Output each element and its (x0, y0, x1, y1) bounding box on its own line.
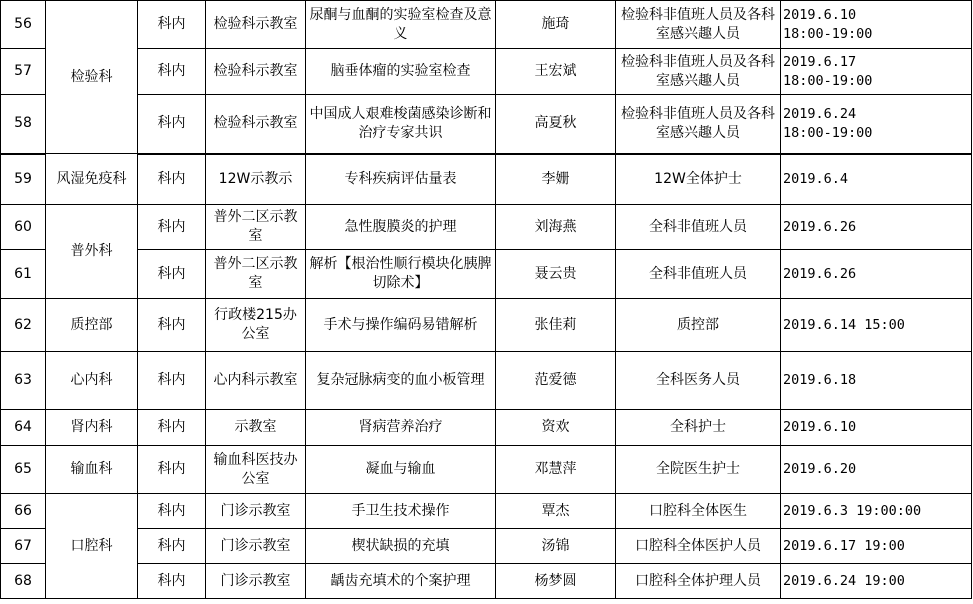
speaker-cell: 汤锦 (496, 529, 616, 564)
type-cell: 科内 (138, 410, 206, 446)
topic-cell: 肾病营养治疗 (306, 410, 496, 446)
table-row (1, 49, 972, 95)
place-cell: 检验科示教室 (206, 95, 306, 154)
topic-cell: 中国成人艰难梭菌感染诊断和治疗专家共识 (306, 95, 496, 154)
speaker-cell: 王宏斌 (496, 49, 616, 95)
speaker-cell: 范爱德 (496, 352, 616, 410)
place-cell: 门诊示教室 (206, 494, 306, 529)
row-number: 68 (1, 564, 46, 599)
speaker-cell: 刘海燕 (496, 205, 616, 250)
time-cell: 2019.6.24 18:00-19:00 (781, 95, 972, 154)
audience-cell: 全院医生护士 (616, 446, 781, 494)
time-cell: 2019.6.10 18:00-19:00 (781, 1, 972, 49)
table-row (1, 205, 972, 250)
table-row (1, 529, 972, 564)
speaker-cell: 邓慧萍 (496, 446, 616, 494)
speaker-cell: 施琦 (496, 1, 616, 49)
table-row (1, 250, 972, 299)
topic-cell: 龋齿充填术的个案护理 (306, 564, 496, 599)
topic-cell: 解析【根治性顺行模块化胰脾切除术】 (306, 250, 496, 299)
place-cell: 普外二区示教室 (206, 205, 306, 250)
department-cell: 肾内科 (46, 410, 138, 446)
audience-cell: 全科非值班人员 (616, 205, 781, 250)
table-row (1, 95, 972, 154)
time-cell: 2019.6.4 (781, 154, 972, 205)
table-row (1, 352, 972, 410)
row-number: 61 (1, 250, 46, 299)
type-cell: 科内 (138, 529, 206, 564)
place-cell: 普外二区示教室 (206, 250, 306, 299)
audience-cell: 全科护士 (616, 410, 781, 446)
row-number: 67 (1, 529, 46, 564)
audience-cell: 检验科非值班人员及各科室感兴趣人员 (616, 95, 781, 154)
place-cell: 心内科示教室 (206, 352, 306, 410)
row-number: 59 (1, 154, 46, 205)
time-cell: 2019.6.3 19:00:00 (781, 494, 972, 529)
topic-cell: 专科疾病评估量表 (306, 154, 496, 205)
department-cell: 检验科 (46, 1, 138, 154)
type-cell: 科内 (138, 95, 206, 154)
time-cell: 2019.6.26 (781, 205, 972, 250)
place-cell: 示教室 (206, 410, 306, 446)
time-cell: 2019.6.20 (781, 446, 972, 494)
place-cell: 检验科示教室 (206, 1, 306, 49)
type-cell: 科内 (138, 154, 206, 205)
audience-cell: 检验科非值班人员及各科室感兴趣人员 (616, 1, 781, 49)
place-cell: 检验科示教室 (206, 49, 306, 95)
place-cell: 行政楼215办公室 (206, 299, 306, 352)
row-number: 62 (1, 299, 46, 352)
row-number: 60 (1, 205, 46, 250)
row-number: 63 (1, 352, 46, 410)
audience-cell: 质控部 (616, 299, 781, 352)
speaker-cell: 高夏秋 (496, 95, 616, 154)
time-cell: 2019.6.17 18:00-19:00 (781, 49, 972, 95)
row-number: 66 (1, 494, 46, 529)
row-number: 57 (1, 49, 46, 95)
table-row (1, 410, 972, 446)
type-cell: 科内 (138, 1, 206, 49)
audience-cell: 12W全体护士 (616, 154, 781, 205)
time-cell: 2019.6.24 19:00 (781, 564, 972, 599)
topic-cell: 尿酮与血酮的实验室检查及意义 (306, 1, 496, 49)
table-row (1, 564, 972, 599)
speaker-cell: 张佳莉 (496, 299, 616, 352)
time-cell: 2019.6.26 (781, 250, 972, 299)
type-cell: 科内 (138, 49, 206, 95)
place-cell: 门诊示教室 (206, 529, 306, 564)
speaker-cell: 覃杰 (496, 494, 616, 529)
time-cell: 2019.6.17 19:00 (781, 529, 972, 564)
department-cell: 心内科 (46, 352, 138, 410)
place-cell: 12W示教示 (206, 154, 306, 205)
row-number: 58 (1, 95, 46, 154)
topic-cell: 楔状缺损的充填 (306, 529, 496, 564)
table-row (1, 446, 972, 494)
row-number: 56 (1, 1, 46, 49)
audience-cell: 检验科非值班人员及各科室感兴趣人员 (616, 49, 781, 95)
department-cell: 普外科 (46, 205, 138, 299)
audience-cell: 口腔科全体医护人员 (616, 529, 781, 564)
topic-cell: 复杂冠脉病变的血小板管理 (306, 352, 496, 410)
place-cell: 门诊示教室 (206, 564, 306, 599)
type-cell: 科内 (138, 299, 206, 352)
table-row (1, 154, 972, 205)
type-cell: 科内 (138, 250, 206, 299)
speaker-cell: 聂云贵 (496, 250, 616, 299)
type-cell: 科内 (138, 494, 206, 529)
table-row (1, 1, 972, 49)
row-number: 64 (1, 410, 46, 446)
time-cell: 2019.6.10 (781, 410, 972, 446)
place-cell: 输血科医技办公室 (206, 446, 306, 494)
department-cell: 质控部 (46, 299, 138, 352)
type-cell: 科内 (138, 205, 206, 250)
audience-cell: 口腔科全体护理人员 (616, 564, 781, 599)
topic-cell: 脑垂体瘤的实验室检查 (306, 49, 496, 95)
speaker-cell: 资欢 (496, 410, 616, 446)
speaker-cell: 杨梦圆 (496, 564, 616, 599)
topic-cell: 凝血与输血 (306, 446, 496, 494)
audience-cell: 全科非值班人员 (616, 250, 781, 299)
topic-cell: 急性腹膜炎的护理 (306, 205, 496, 250)
table-row (1, 494, 972, 529)
type-cell: 科内 (138, 564, 206, 599)
time-cell: 2019.6.14 15:00 (781, 299, 972, 352)
topic-cell: 手卫生技术操作 (306, 494, 496, 529)
row-number: 65 (1, 446, 46, 494)
audience-cell: 全科医务人员 (616, 352, 781, 410)
audience-cell: 口腔科全体医生 (616, 494, 781, 529)
time-cell: 2019.6.18 (781, 352, 972, 410)
department-cell: 口腔科 (46, 494, 138, 599)
type-cell: 科内 (138, 446, 206, 494)
table-row (1, 299, 972, 352)
topic-cell: 手术与操作编码易错解析 (306, 299, 496, 352)
department-cell: 风湿免疫科 (46, 154, 138, 205)
type-cell: 科内 (138, 352, 206, 410)
department-cell: 输血科 (46, 446, 138, 494)
speaker-cell: 李姗 (496, 154, 616, 205)
